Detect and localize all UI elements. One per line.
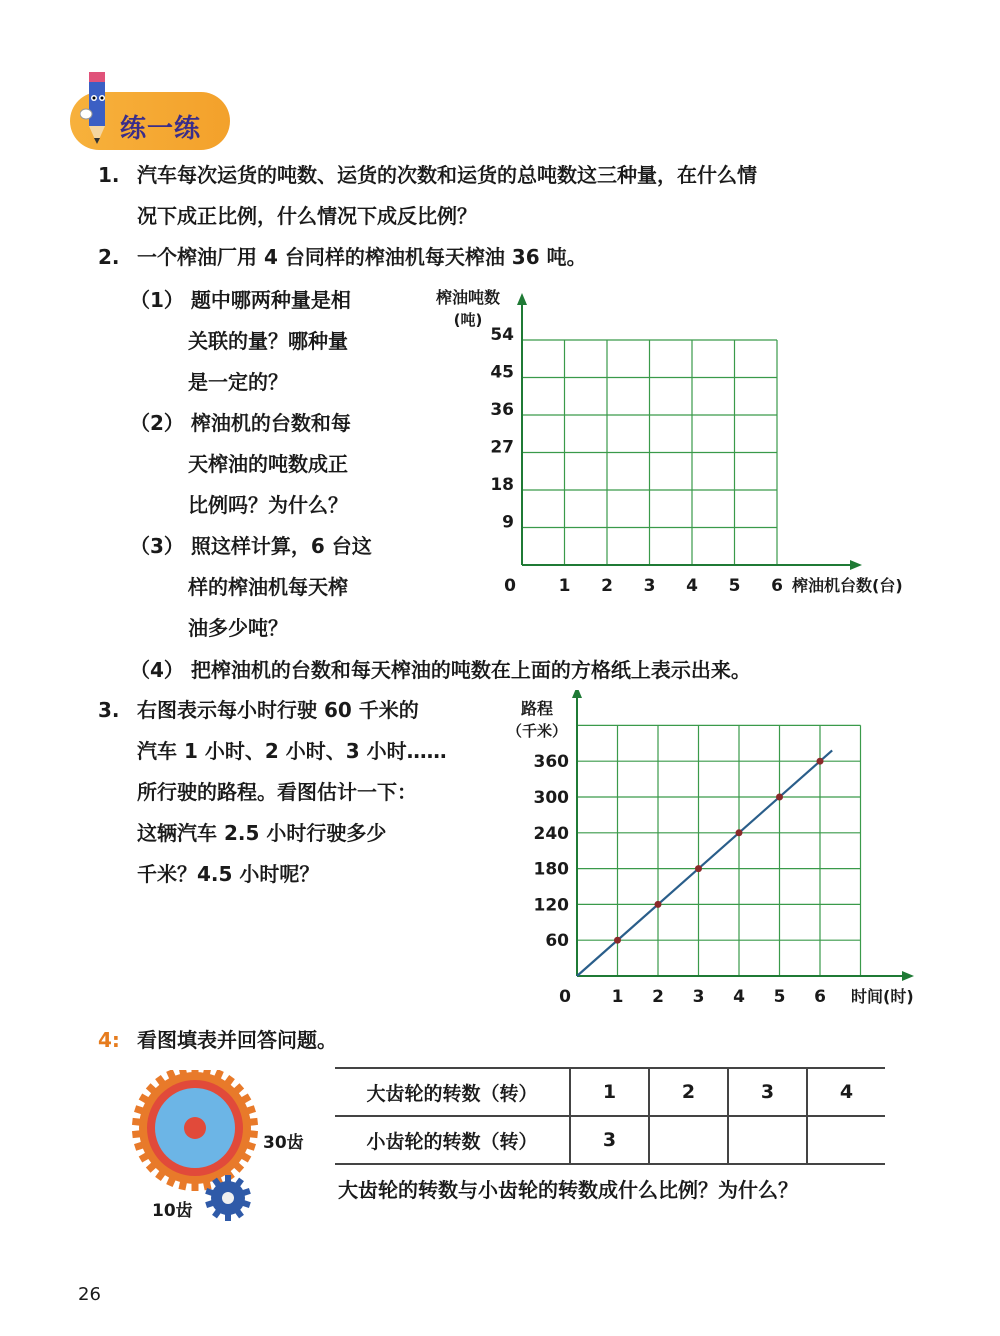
y-tick-label: 18 bbox=[490, 475, 514, 495]
x-tick-label: 0 bbox=[559, 987, 571, 1007]
table-cell[interactable] bbox=[807, 1116, 885, 1164]
y-tick-label: 300 bbox=[533, 788, 569, 808]
q4-number: 4: bbox=[98, 1028, 120, 1052]
y-tick-label: 27 bbox=[490, 437, 514, 458]
q2-part3-line2: 样的榨油机每天榨 bbox=[188, 575, 348, 599]
x-tick-label: 5 bbox=[728, 576, 741, 596]
row-header: 大齿轮的转数（转） bbox=[335, 1068, 570, 1116]
y-tick-label: 36 bbox=[490, 400, 514, 420]
x-tick-label: 5 bbox=[773, 987, 786, 1007]
q3-line4: 这辆汽车 2.5 小时行驶多少 bbox=[137, 821, 387, 845]
x-tick-label: 4 bbox=[733, 987, 745, 1007]
y-tick-label: 45 bbox=[490, 362, 514, 383]
x-tick-label: 6 bbox=[771, 576, 783, 596]
y-axis-label: 路程 bbox=[520, 699, 554, 718]
y-tick-label: 60 bbox=[545, 931, 569, 952]
q2-part3-line1: （3） 照这样计算，6 台这 bbox=[130, 534, 372, 558]
data-point bbox=[736, 829, 743, 836]
table-row bbox=[335, 1116, 885, 1164]
q2-stem: 一个榨油厂用 4 台同样的榨油机每天榨油 36 吨。 bbox=[137, 245, 587, 269]
q2-part1-line2: 关联的量？哪种量 bbox=[188, 329, 348, 353]
q2-part3-line3: 油多少吨？ bbox=[188, 616, 288, 640]
y-tick-label: 120 bbox=[533, 895, 569, 916]
y-tick-label: 180 bbox=[533, 859, 569, 880]
q4-stem: 看图填表并回答问题。 bbox=[137, 1028, 337, 1052]
gear-table bbox=[335, 1067, 885, 1165]
x-tick-label: 3 bbox=[643, 576, 656, 596]
y-axis-unit: (吨) bbox=[453, 311, 483, 329]
y-tick-label: 360 bbox=[533, 752, 569, 773]
x-axis-arrow bbox=[850, 560, 862, 570]
y-tick-label: 54 bbox=[490, 325, 514, 345]
x-tick-label: 1 bbox=[558, 576, 571, 596]
q2-part2-line2: 天榨油的吨数成正 bbox=[188, 452, 348, 476]
table-cell: 4 bbox=[807, 1068, 885, 1116]
small-gear-icon bbox=[202, 1172, 254, 1224]
x-axis-label: 时间(时) bbox=[851, 987, 914, 1006]
oil-press-chart bbox=[420, 285, 950, 605]
q3-line2: 汽车 1 小时、2 小时、3 小时…… bbox=[137, 739, 447, 763]
x-tick-label: 4 bbox=[686, 576, 698, 596]
data-point bbox=[817, 758, 824, 765]
q2-part2-line1: （2） 榨油机的台数和每 bbox=[130, 411, 351, 435]
section-title: 练一练 bbox=[120, 114, 202, 144]
y-tick-label: 240 bbox=[533, 823, 569, 844]
x-tick-label: 1 bbox=[611, 987, 624, 1007]
table-cell: 1 bbox=[570, 1068, 649, 1116]
small-gear-label: 10齿 bbox=[152, 1201, 193, 1221]
data-point bbox=[614, 937, 621, 944]
q2-part2-line3: 比例吗？为什么？ bbox=[188, 493, 348, 517]
y-axis-unit: （千米） bbox=[506, 722, 568, 740]
q2-part4: （4） 把榨油机的台数和每天榨油的吨数在上面的方格纸上表示出来。 bbox=[130, 658, 751, 682]
data-point bbox=[695, 865, 702, 872]
big-gear-label: 30齿 bbox=[263, 1133, 304, 1153]
distance-time-chart bbox=[495, 690, 945, 1010]
table-cell: 3 bbox=[728, 1068, 807, 1116]
table-cell: 2 bbox=[649, 1068, 728, 1116]
y-axis-arrow bbox=[517, 293, 527, 305]
q1-number: 1. bbox=[98, 163, 120, 187]
x-tick-label: 2 bbox=[601, 576, 613, 596]
y-axis-label: 榨油吨数 bbox=[435, 288, 501, 307]
y-axis-arrow bbox=[572, 690, 582, 698]
q4-question: 大齿轮的转数与小齿轮的转数成什么比例？为什么？ bbox=[338, 1178, 798, 1202]
q1-line2: 况下成正比例，什么情况下成反比例？ bbox=[137, 204, 477, 228]
x-axis-label: 榨油机台数(台) bbox=[792, 576, 903, 595]
row-header: 小齿轮的转数（转） bbox=[335, 1116, 570, 1164]
q3-line5: 千米？4.5 小时呢？ bbox=[137, 862, 320, 886]
table-cell[interactable] bbox=[728, 1116, 807, 1164]
pencil-mascot-icon bbox=[80, 68, 114, 148]
x-tick-label: 0 bbox=[504, 576, 516, 596]
x-tick-label: 6 bbox=[814, 987, 826, 1007]
table-cell[interactable]: 3 bbox=[570, 1116, 649, 1164]
q2-part1-line3: 是一定的？ bbox=[188, 370, 288, 394]
q2-number: 2. bbox=[98, 245, 120, 269]
q3-line1: 右图表示每小时行驶 60 千米的 bbox=[137, 698, 419, 722]
y-tick-label: 9 bbox=[502, 512, 514, 533]
page-number: 26 bbox=[78, 1284, 101, 1305]
data-point bbox=[776, 794, 783, 801]
q3-line3: 所行驶的路程。看图估计一下： bbox=[137, 780, 417, 804]
q3-number: 3. bbox=[98, 698, 120, 722]
data-point bbox=[655, 901, 662, 908]
x-tick-label: 2 bbox=[652, 987, 664, 1007]
x-tick-label: 3 bbox=[692, 987, 705, 1007]
x-axis-arrow bbox=[902, 971, 914, 981]
q1-line1: 汽车每次运货的吨数、运货的次数和运货的总吨数这三种量，在什么情 bbox=[137, 163, 757, 187]
table-cell[interactable] bbox=[649, 1116, 728, 1164]
table-row bbox=[335, 1068, 885, 1116]
q2-part1-line1: （1） 题中哪两种量是相 bbox=[130, 288, 351, 312]
